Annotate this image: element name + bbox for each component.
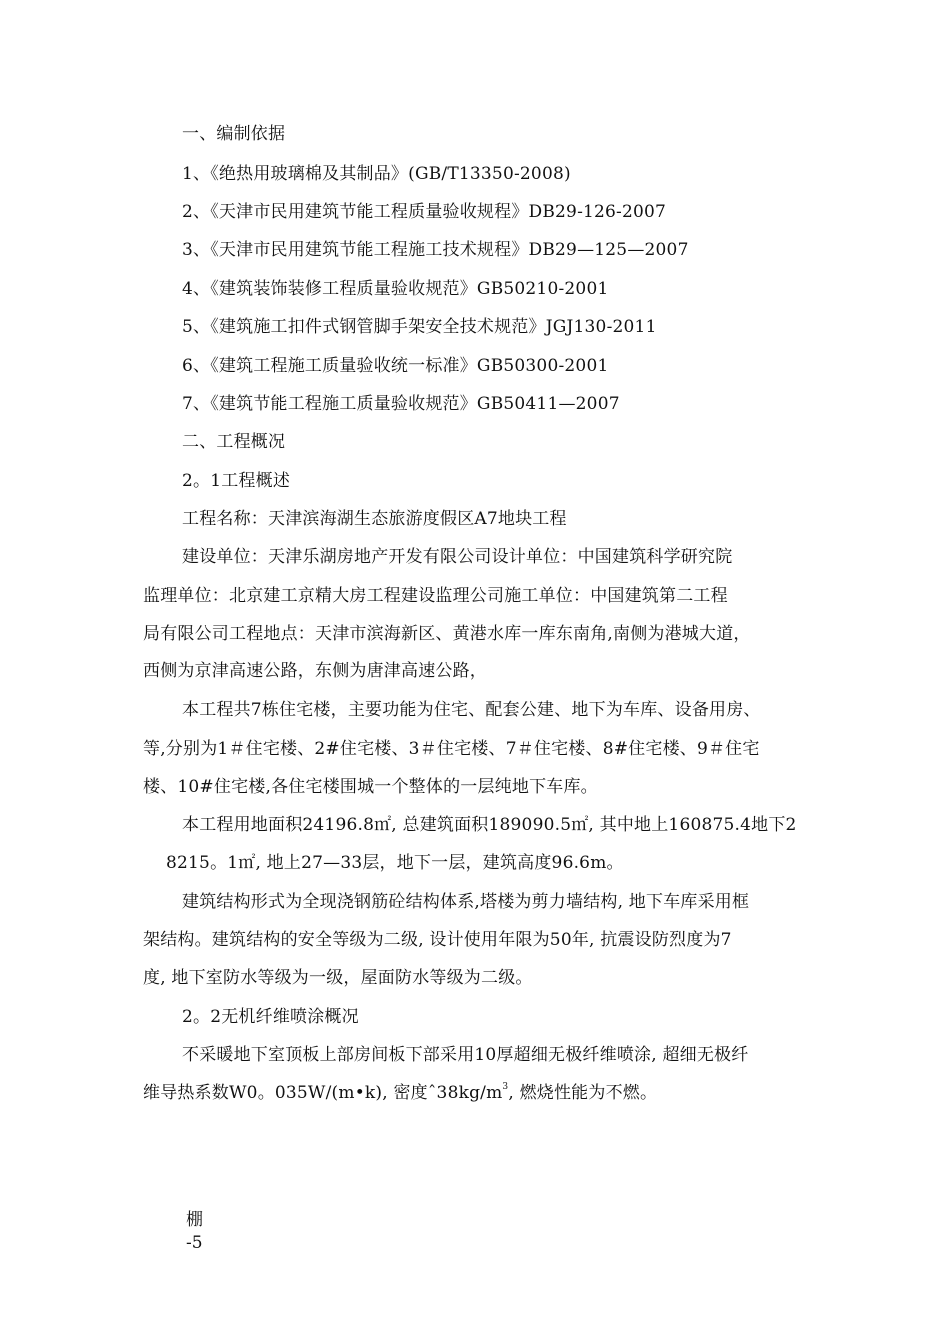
basis-item-7: 7、《建筑节能工程施工质量验收规范》GB50411—2007 [182,394,620,414]
superscript: 3 [502,1082,509,1093]
paragraph-line: 建筑结构形式为全现浇钢筋砼结构体系,塔楼为剪力墙结构, 地下车库采用框 [182,892,750,912]
paragraph-text: , 燃烧性能为不燃。 [508,1083,658,1103]
paragraph-line: 本工程共7栋住宅楼，主要功能为住宅、配套公建、地下为车库、设备用房、 [182,700,761,720]
basis-item-2: 2、《天津市民用建筑节能工程质量验收规程》DB29-126-2007 [182,202,667,222]
basis-item-3: 3、《天津市民用建筑节能工程施工技术规程》DB29—125—2007 [182,240,689,260]
subheading-overview: 2。1工程概述 [182,471,291,491]
paragraph-line: 建设单位：天津乐湖房地产开发有限公司设计单位：中国建筑科学研究院 [182,547,733,567]
paragraph-line: 监理单位：北京建工京精大房工程建设监理公司施工单位：中国建筑第二工程 [143,586,728,606]
basis-item-6: 6、《建筑工程施工质量验收统一标准》GB50300-2001 [182,356,609,376]
paragraph-line: 等,分别为1＃住宅楼、2#住宅楼、3＃住宅楼、7＃住宅楼、8#住宅楼、9＃住宅 [143,739,760,759]
basis-item-4: 4、《建筑装饰装修工程质量验收规范》GB50210-2001 [182,279,609,299]
footer-char: 棚 [186,1210,203,1230]
basis-item-1: 1、《绝热用玻璃棉及其制品》(GB/T13350-2008) [182,164,571,184]
paragraph-line: 本工程用地面积24196.8㎡, 总建筑面积189090.5㎡, 其中地上160875.4地下2 [182,815,797,835]
paragraph-line: 不采暖地下室顶板上部房间板下部采用10厚超细无极纤维喷涂, 超细无极纤 [182,1045,749,1065]
paragraph-line: 楼、10#住宅楼,各住宅楼围城一个整体的一层纯地下车库。 [143,777,598,797]
paragraph-line: 架结构。建筑结构的安全等级为二级, 设计使用年限为50年, 抗震设防烈度为7 [143,930,732,950]
paragraph-text: 维导热系数W0。035W/(m•k), 密度ˆ38kg/m [143,1083,503,1103]
paragraph-line: 度, 地下室防水等级为一级，屋面防水等级为二级。 [143,968,533,988]
project-name: 工程名称：天津滨海湖生态旅游度假区A7地块工程 [182,509,567,529]
heading-overview: 二、工程概况 [182,432,286,452]
paragraph-line: 8215。1㎡, 地上27—33层，地下一层，建筑高度96.6m。 [166,853,624,873]
paragraph-line: 局有限公司工程地点：天津市滨海新区、黄港水库一库东南角,南侧为港城大道， [143,624,751,644]
paragraph-line [143,1082,657,1104]
heading-basis: 一、编制依据 [182,124,286,144]
subheading-spray: 2。2无机纤维喷涂概况 [182,1007,359,1027]
page-number: -5 [186,1233,203,1253]
basis-item-5: 5、《建筑施工扣件式钢管脚手架安全技术规范》JGJ130-2011 [182,317,657,337]
paragraph-line: 西侧为京津高速公路，东侧为唐津高速公路， [143,661,487,681]
